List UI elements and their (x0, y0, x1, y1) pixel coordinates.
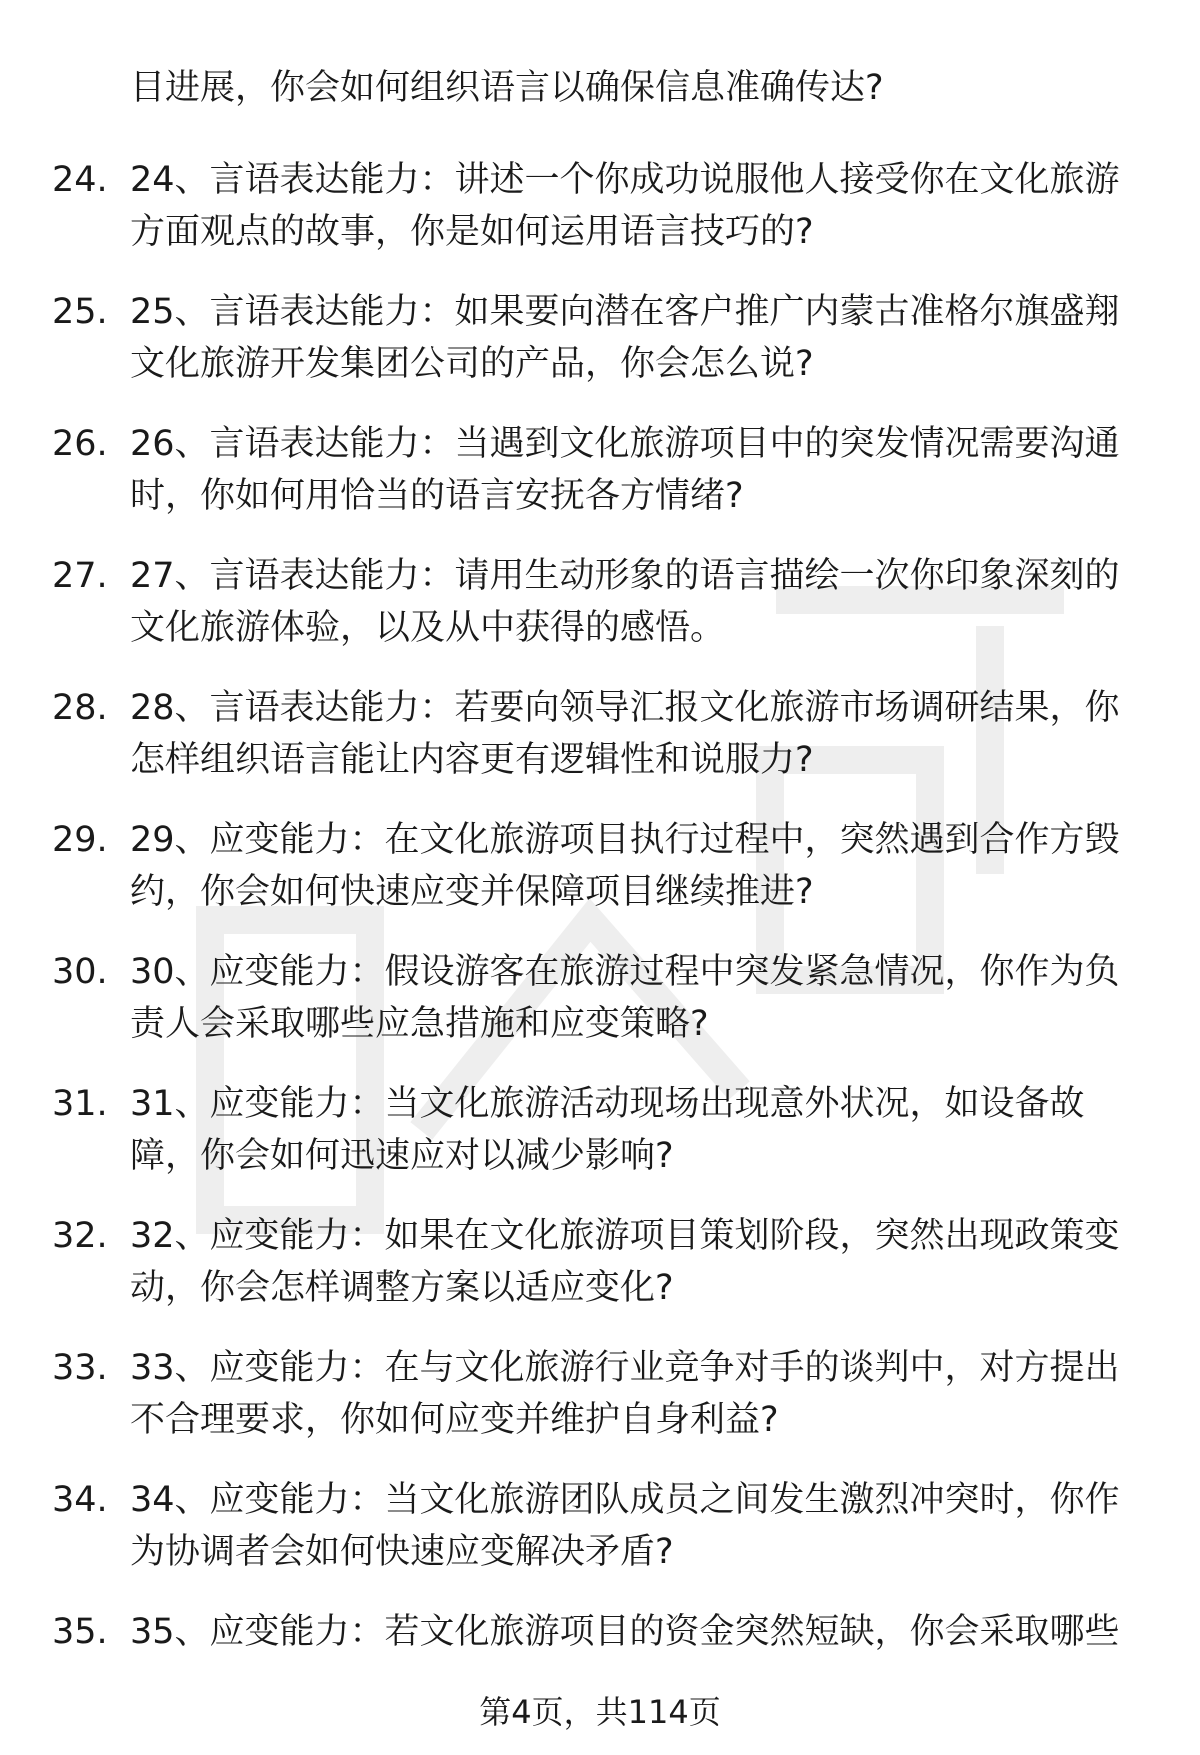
list-item (0, 154, 1200, 286)
question-text: 34、应变能力：当文化旅游团队成员之间发生激烈冲突时，你作为协调者会如何快速应变解决矛盾? (130, 1480, 1120, 1572)
question-text: 29、应变能力：在文化旅游项目执行过程中，突然遇到合作方毁约，你会如何快速应变并保障项目继续推进? (130, 820, 1120, 912)
question-number: 29. (52, 820, 108, 860)
question-text: 27、言语表达能力：请用生动形象的语言描绘一次你印象深刻的文化旅游体验，以及从中获得的感悟。 (130, 556, 1120, 648)
question-number: 35. (52, 1612, 108, 1652)
question-list (0, 154, 1200, 1738)
continuation-text: 目进展，你会如何组织语言以确保信息准确传达? (130, 68, 884, 108)
list-item (0, 286, 1200, 418)
list-item (0, 550, 1200, 682)
question-number: 27. (52, 556, 108, 596)
list-item (0, 418, 1200, 550)
question-number: 28. (52, 688, 108, 728)
list-item (0, 946, 1200, 1078)
question-text: 28、言语表达能力：若要向领导汇报文化旅游市场调研结果，你怎样组织语言能让内容更有逻辑性和说服力? (130, 688, 1120, 780)
list-item (0, 1210, 1200, 1342)
question-text: 26、言语表达能力：当遇到文化旅游项目中的突发情况需要沟通时，你如何用恰当的语言安抚各方情绪? (130, 424, 1120, 516)
question-text: 25、言语表达能力：如果要向潜在客户推广内蒙古准格尔旗盛翔文化旅游开发集团公司的产品，你会怎么说? (130, 292, 1120, 384)
question-text: 30、应变能力：假设游客在旅游过程中突发紧急情况，你作为负责人会采取哪些应急措施和应变策略? (130, 952, 1120, 1044)
question-text: 24、言语表达能力：讲述一个你成功说服他人接受你在文化旅游方面观点的故事，你是如何运用语言技巧的? (130, 160, 1120, 252)
question-number: 31. (52, 1084, 108, 1124)
list-item (0, 1474, 1200, 1606)
question-text: 31、应变能力：当文化旅游活动现场出现意外状况，如设备故障，你会如何迅速应对以减少影响? (130, 1084, 1085, 1176)
list-item (0, 1078, 1200, 1210)
question-number: 34. (52, 1480, 108, 1520)
question-number: 32. (52, 1216, 108, 1256)
question-text: 35、应变能力：若文化旅游项目的资金突然短缺，你会采取哪些 (130, 1612, 1120, 1652)
question-number: 25. (52, 292, 108, 332)
question-text: 32、应变能力：如果在文化旅游项目策划阶段，突然出现政策变动，你会怎样调整方案以适应变化? (130, 1216, 1120, 1308)
question-number: 24. (52, 160, 108, 200)
page-footer: 第4页，共114页 (479, 1693, 721, 1731)
question-text: 33、应变能力：在与文化旅游行业竞争对手的谈判中，对方提出不合理要求，你如何应变并维护自身利益? (130, 1348, 1120, 1440)
list-item (0, 814, 1200, 946)
list-item (0, 682, 1200, 814)
question-number: 30. (52, 952, 108, 992)
list-item (0, 1342, 1200, 1474)
question-number: 26. (52, 424, 108, 464)
question-number: 33. (52, 1348, 108, 1388)
